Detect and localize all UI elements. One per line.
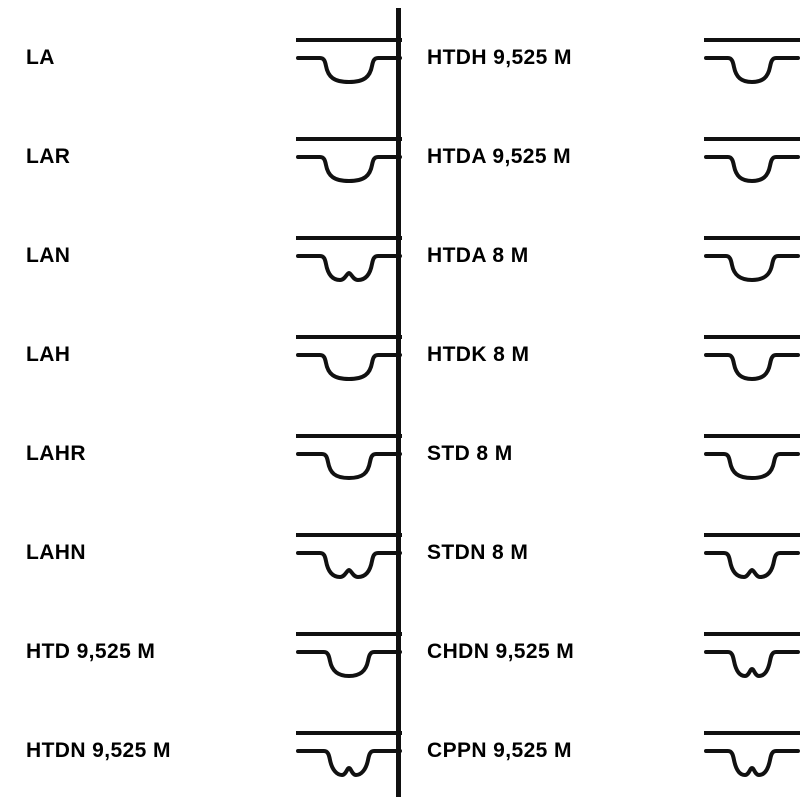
profile-row [0,206,395,305]
profile-drawing-la [276,8,395,107]
profile-drawing-htda-8m [677,206,805,305]
profile-row [0,602,395,701]
profile-label: HTDK 8 M [427,343,530,366]
profile-drawing-stdn-8m [677,503,805,602]
profile-drawing-htdh-9525m [677,8,805,107]
profile-label: LAHN [26,541,86,564]
profile-drawing-htdk-8m [677,305,805,404]
profile-row [0,107,395,206]
profile-label: LAN [26,244,71,267]
profile-label: LAR [26,145,71,168]
profile-row [0,8,395,107]
profile-label: HTDN 9,525 M [26,739,171,762]
profile-drawing-lah [276,305,395,404]
profile-drawing-chdn-9525m [677,602,805,701]
profile-drawing-std-8m [677,404,805,503]
profile-row [0,404,395,503]
profile-row [0,701,395,800]
right-column [395,0,805,805]
profile-label: HTDA 9,525 M [427,145,572,168]
profile-label: STDN 8 M [427,541,529,564]
profile-row [395,305,805,404]
profile-label: LA [26,46,55,69]
profile-row [395,503,805,602]
profile-label: CPPN 9,525 M [427,739,572,762]
profile-label: CHDN 9,525 M [427,640,575,663]
profile-row [395,404,805,503]
profile-drawing-lar [276,107,395,206]
profile-label: HTDH 9,525 M [427,46,572,69]
profile-drawing-htda-9525m [677,107,805,206]
profile-row [395,701,805,800]
profile-label: HTDA 8 M [427,244,529,267]
profile-drawing-htdn-9525m [276,701,395,800]
profile-row [395,107,805,206]
profile-label: LAH [26,343,71,366]
left-column [0,0,395,805]
profile-drawing-cppn-9525m [677,701,805,800]
profile-row [0,305,395,404]
profile-row [395,602,805,701]
column-divider [396,8,401,797]
profile-label: STD 8 M [427,442,513,465]
profile-label: LAHR [26,442,86,465]
profile-row [0,503,395,602]
profile-label: HTD 9,525 M [26,640,156,663]
profile-drawing-lan [276,206,395,305]
profile-row [395,206,805,305]
profile-drawing-lahr [276,404,395,503]
profile-row [395,8,805,107]
profile-drawing-htd-9525m [276,602,395,701]
profile-drawing-lahn [276,503,395,602]
